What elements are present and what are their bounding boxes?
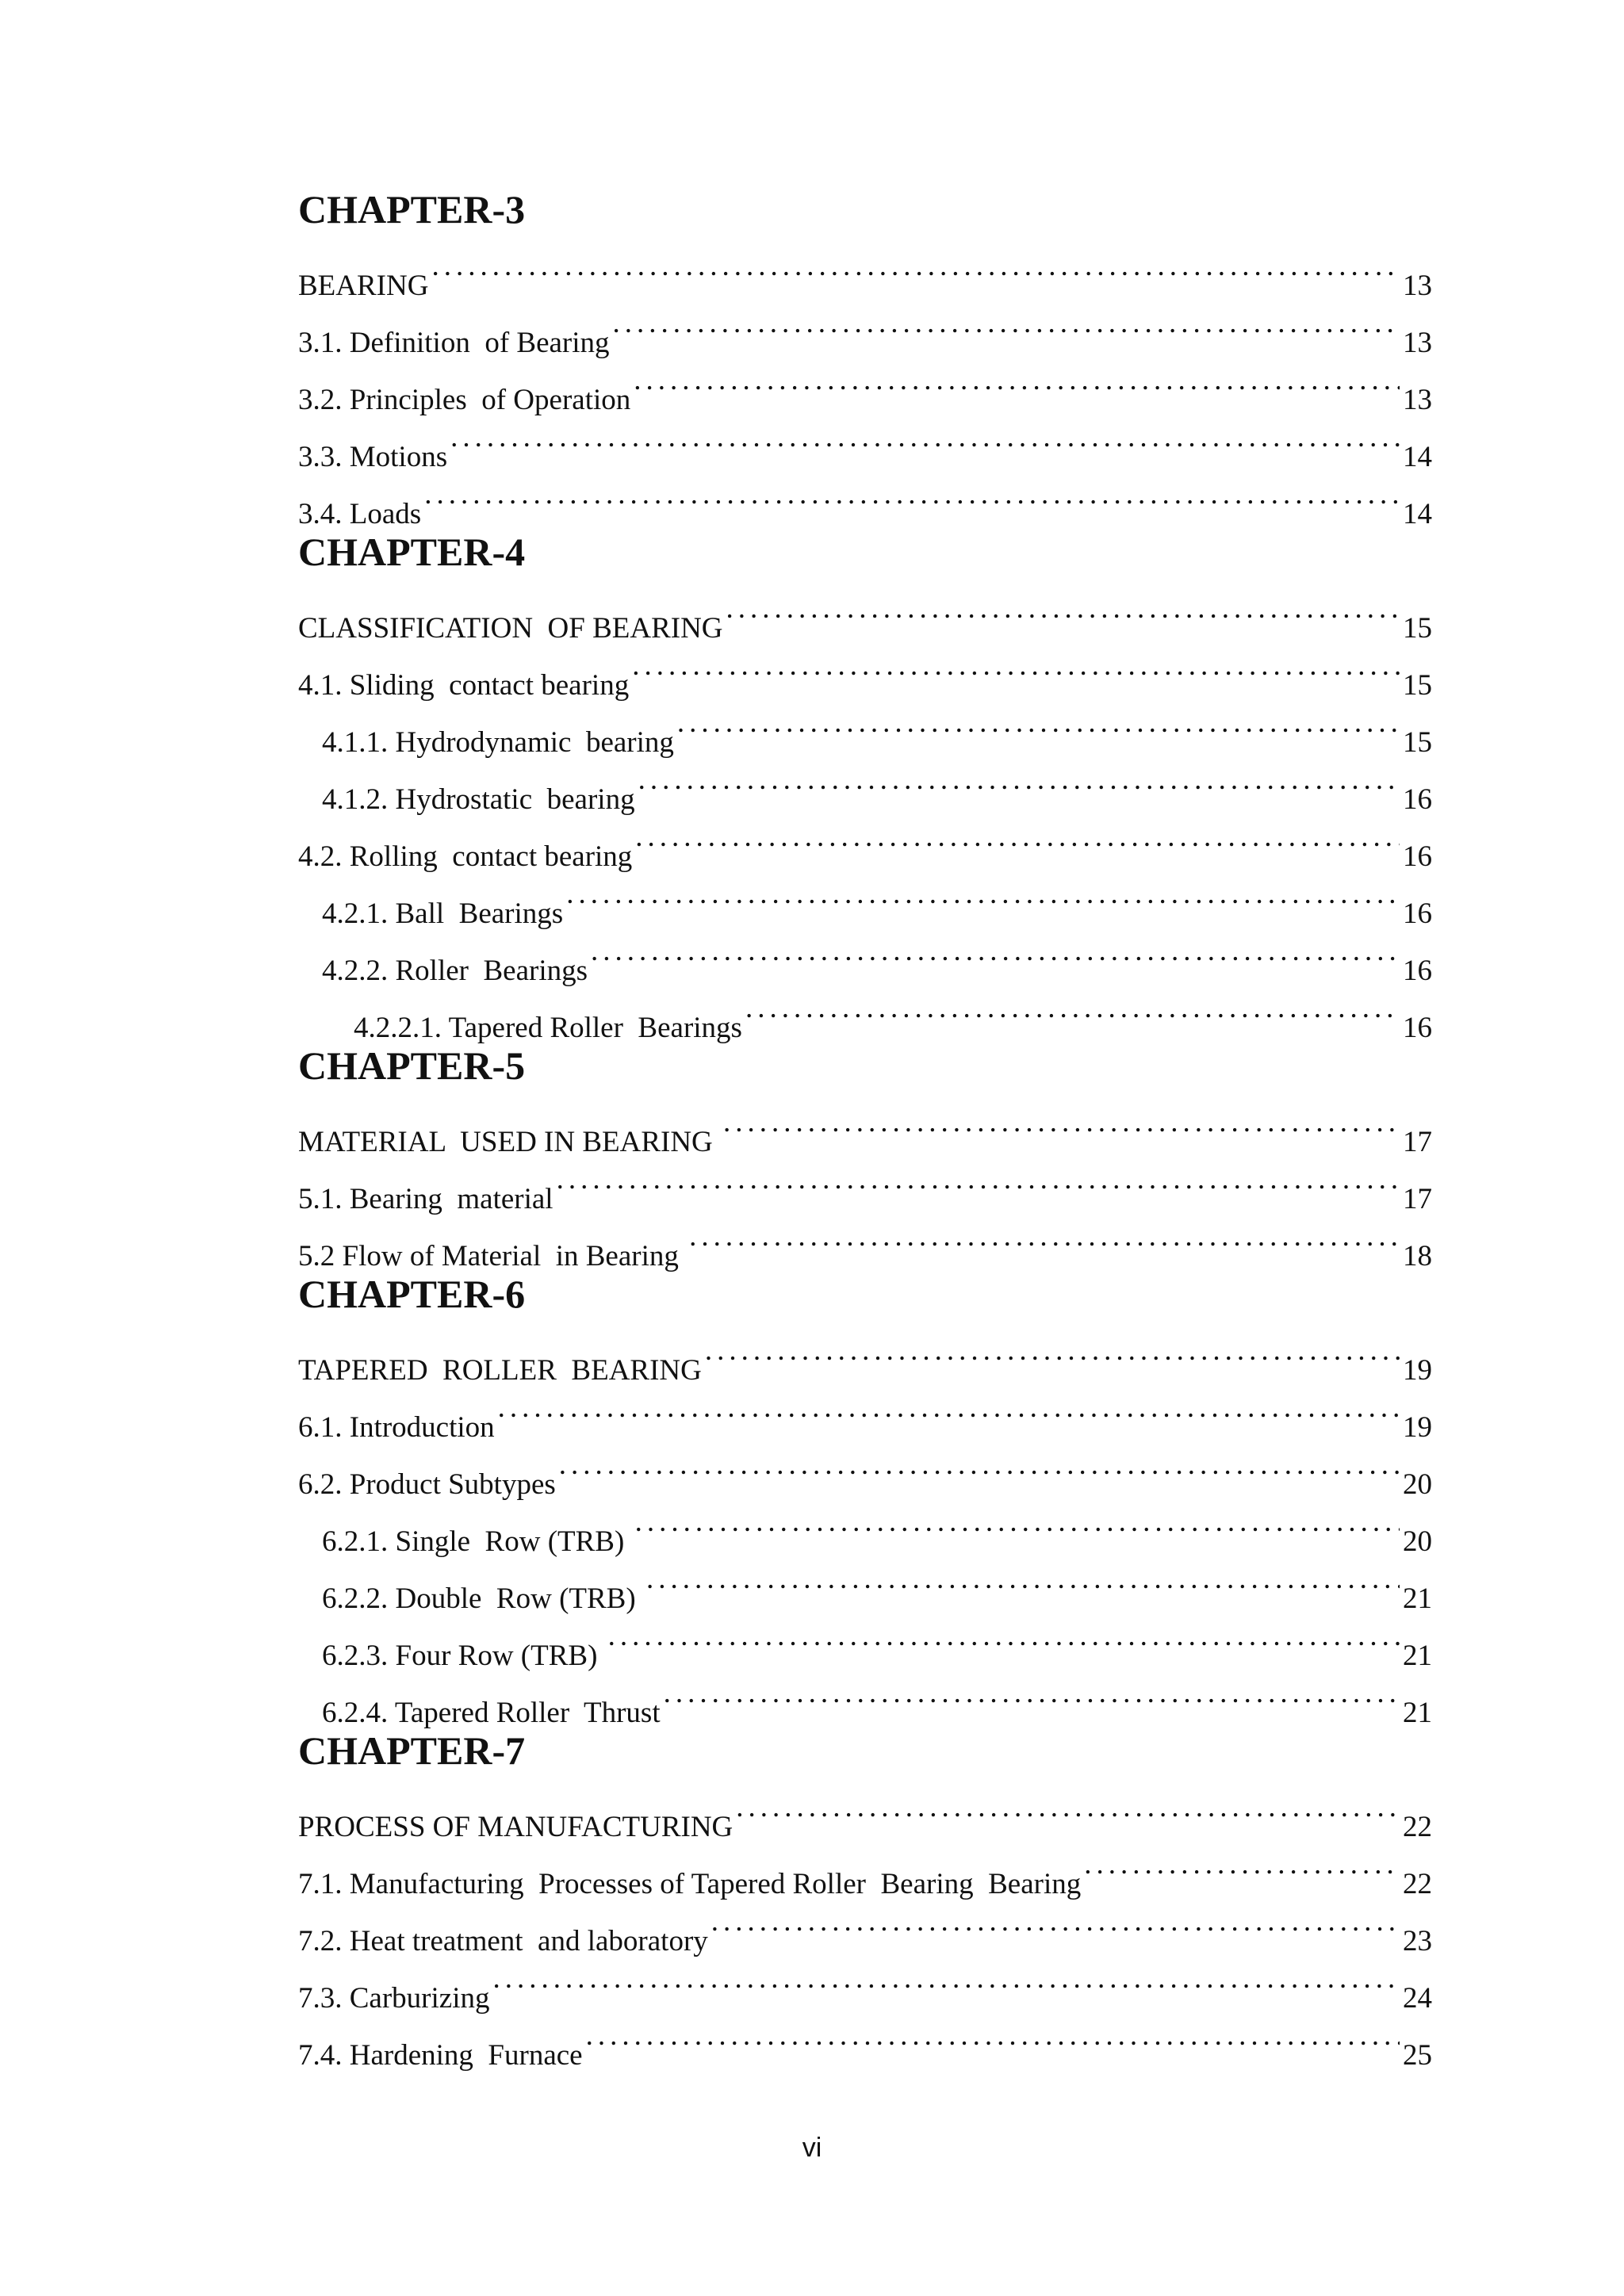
toc-entry-page: 14	[1403, 498, 1432, 530]
dot-leader	[632, 809, 1400, 866]
toc-entry-title: 4.1.2. Hydrostatic bearing	[322, 783, 635, 816]
dot-leader	[629, 637, 1400, 695]
dot-leader	[556, 1437, 1400, 1494]
toc-entry-title: 5.1. Bearing material	[298, 1183, 553, 1215]
toc-entry-title: 6.2.1. Single Row (TRB)	[322, 1525, 632, 1558]
toc-entry	[298, 238, 1432, 302]
toc-entry-page: 17	[1403, 1183, 1432, 1215]
dot-leader	[1081, 1836, 1400, 1893]
dot-leader	[635, 752, 1400, 809]
toc-entry-title: 3.2. Principles of Operation	[298, 384, 631, 416]
toc-entry	[298, 409, 1432, 473]
toc-entry-title: CLASSIFICATION OF BEARING	[298, 612, 723, 645]
toc-entry	[298, 1094, 1432, 1158]
toc-entry	[298, 1779, 1432, 1843]
toc-entry-page: 16	[1403, 897, 1432, 930]
dot-leader	[495, 1380, 1400, 1437]
dot-leader	[643, 1551, 1400, 1608]
toc-entry-page: 19	[1403, 1411, 1432, 1444]
chapter-heading: CHAPTER-5	[298, 1043, 526, 1088]
toc-entry-title: 3.4. Loads	[298, 498, 422, 530]
table-of-contents	[298, 181, 1432, 2072]
toc-entry-title: 7.1. Manufacturing Processes of Tapered Roller Bearing Bearing	[298, 1868, 1082, 1900]
toc-entry-page: 21	[1403, 1582, 1432, 1615]
dot-leader	[605, 1608, 1400, 1665]
toc-entry-page: 22	[1403, 1811, 1432, 1843]
toc-entry-title: 7.4. Hardening Furnace	[298, 2039, 583, 2072]
dot-leader	[428, 238, 1400, 295]
toc-entry	[298, 1322, 1432, 1387]
dot-leader	[708, 1893, 1400, 1950]
toc-entry-page: 13	[1403, 270, 1432, 302]
toc-entry-title: 4.2.2.1. Tapered Roller Bearings	[354, 1012, 742, 1044]
toc-entry-page: 22	[1403, 1868, 1432, 1900]
dot-leader	[720, 1094, 1400, 1151]
dot-leader	[630, 352, 1400, 409]
toc-entry	[298, 466, 1432, 530]
toc-entry-title: 3.1. Definition of Bearing	[298, 327, 610, 359]
dot-leader	[733, 1779, 1400, 1836]
toc-entry-title: 6.2.2. Double Row (TRB)	[322, 1582, 643, 1615]
page-number: vi	[802, 2133, 822, 2163]
toc-entry-title: 5.2 Flow of Material in Bearing	[298, 1240, 687, 1272]
toc-entry-page: 19	[1403, 1354, 1432, 1387]
chapter-heading: CHAPTER-7	[298, 1728, 526, 1773]
toc-entry-title: 4.2.2. Roller Bearings	[322, 955, 588, 987]
toc-entry-title: 3.3. Motions	[298, 441, 448, 473]
toc-entry-title: 4.1. Sliding contact bearing	[298, 669, 630, 702]
toc-entry-page: 21	[1403, 1640, 1432, 1672]
toc-entry-page: 16	[1403, 840, 1432, 873]
toc-entry-page: 16	[1403, 783, 1432, 816]
dot-leader	[742, 980, 1400, 1037]
toc-entry-title: 6.2.4. Tapered Roller Thrust	[322, 1697, 661, 1729]
toc-entry-page: 16	[1403, 955, 1432, 987]
toc-entry-title: 4.2.1. Ball Bearings	[322, 897, 564, 930]
toc-entry-title: TAPERED ROLLER BEARING	[298, 1354, 702, 1387]
dot-leader	[563, 866, 1400, 923]
toc-entry	[298, 580, 1432, 645]
toc-entry-title: 4.1.1. Hydrodynamic bearing	[322, 726, 674, 759]
toc-entry-title: 6.2.3. Four Row (TRB)	[322, 1640, 605, 1672]
toc-entry-title: PROCESS OF MANUFACTURING	[298, 1811, 733, 1843]
toc-entry-title: 6.1. Introduction	[298, 1411, 495, 1444]
toc-entry-title: BEARING	[298, 270, 429, 302]
dot-leader	[702, 1322, 1400, 1380]
toc-entry-page: 20	[1403, 1525, 1432, 1558]
dot-leader	[447, 409, 1400, 466]
toc-entry-page: 14	[1403, 441, 1432, 473]
toc-entry-page: 23	[1403, 1925, 1432, 1957]
dot-leader	[661, 1665, 1400, 1722]
dot-leader	[588, 923, 1400, 980]
dot-leader	[674, 695, 1400, 752]
toc-entry-page: 13	[1403, 384, 1432, 416]
dot-leader	[489, 1950, 1400, 2007]
toc-entry-page: 18	[1403, 1240, 1432, 1272]
toc-entry-title: 6.2. Product Subtypes	[298, 1468, 556, 1501]
toc-entry-page: 17	[1403, 1126, 1432, 1158]
toc-entry-page: 15	[1403, 726, 1432, 759]
dot-leader	[610, 295, 1400, 352]
dot-leader	[632, 1494, 1400, 1551]
chapter-heading: CHAPTER-3	[298, 187, 526, 232]
dot-leader	[583, 2007, 1400, 2064]
toc-entry-title: 7.2. Heat treatment and laboratory	[298, 1925, 708, 1957]
toc-entry-page: 21	[1403, 1697, 1432, 1729]
chapter-heading: CHAPTER-6	[298, 1272, 526, 1316]
toc-entry-page: 15	[1403, 669, 1432, 702]
dot-leader	[723, 580, 1400, 637]
toc-entry	[298, 295, 1432, 359]
dot-leader	[421, 466, 1400, 523]
toc-entry-page: 16	[1403, 1012, 1432, 1044]
toc-entry-page: 13	[1403, 327, 1432, 359]
toc-entry-title: 4.2. Rolling contact bearing	[298, 840, 633, 873]
toc-entry-title: 7.3. Carburizing	[298, 1982, 490, 2015]
dot-leader	[686, 1208, 1400, 1265]
toc-entry-page: 24	[1403, 1982, 1432, 2015]
chapter-heading: CHAPTER-4	[298, 530, 526, 574]
toc-entry-page: 20	[1403, 1468, 1432, 1501]
toc-entry-page: 25	[1403, 2039, 1432, 2072]
toc-entry-title: MATERIAL USED IN BEARING	[298, 1126, 721, 1158]
dot-leader	[553, 1151, 1400, 1208]
toc-entry-page: 15	[1403, 612, 1432, 645]
